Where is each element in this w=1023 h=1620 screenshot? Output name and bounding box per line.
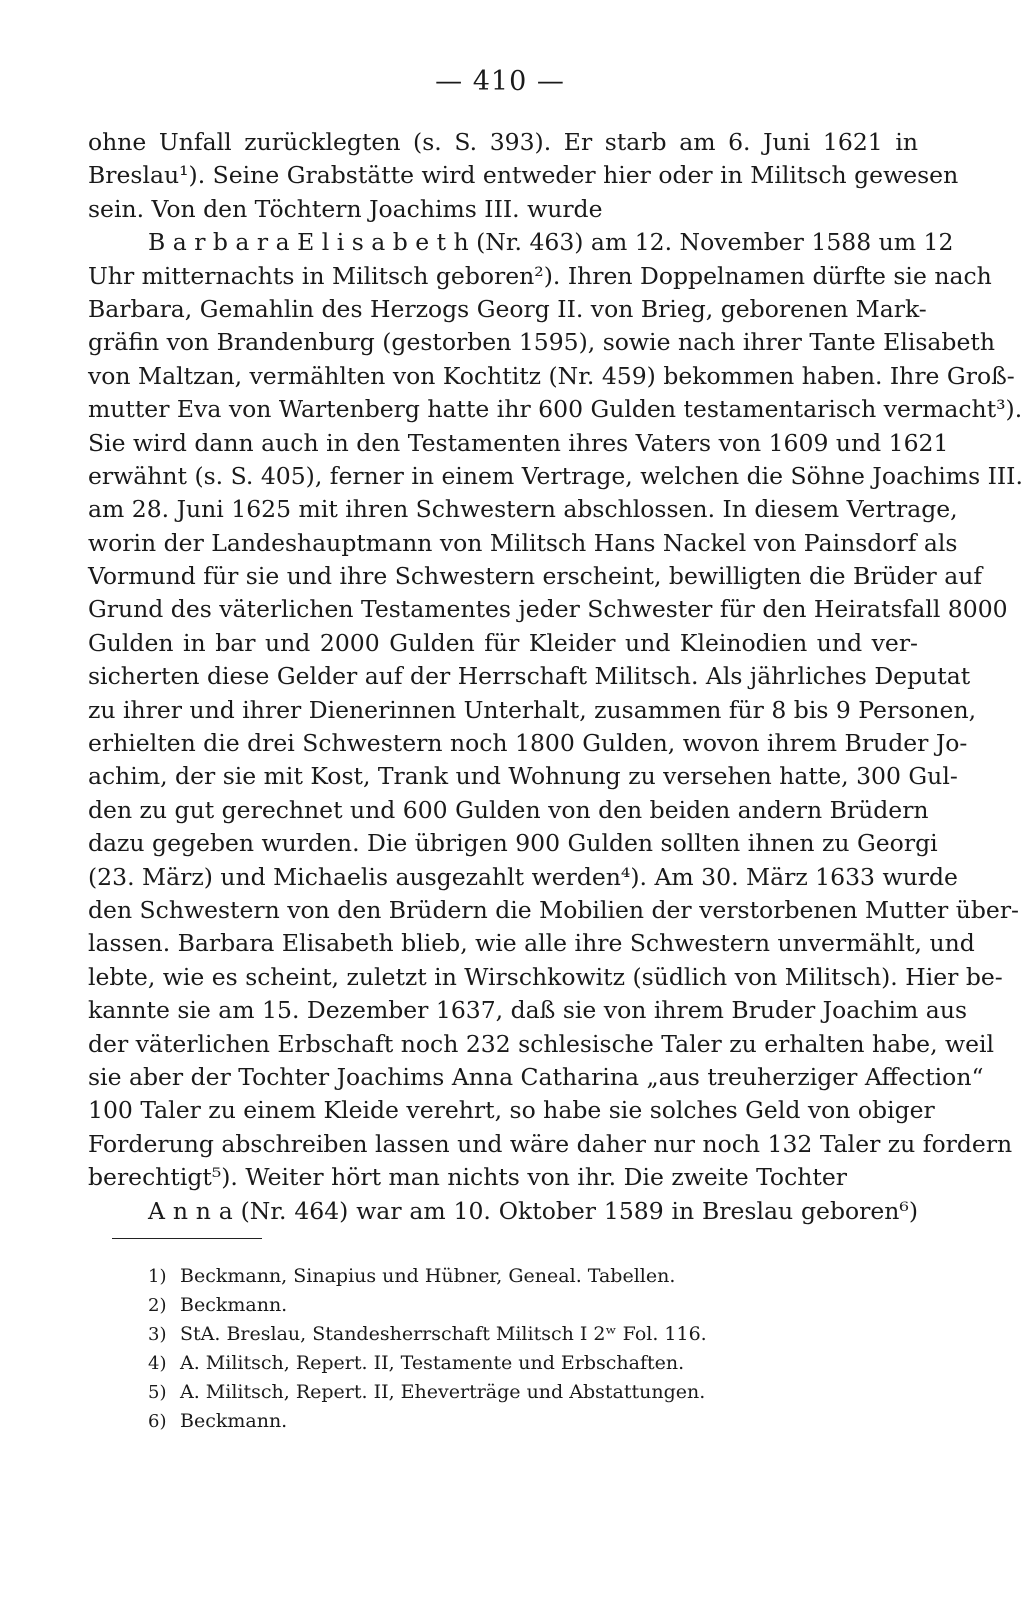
footnote-separator: [112, 1238, 262, 1239]
footnote: [148, 1407, 848, 1436]
footnote: [148, 1291, 848, 1320]
page-number: — 410 —: [435, 66, 565, 97]
text-line: ohne Unfall zurücklegten (s. S. 393). Er starb am 6. Juni 1621 in: [88, 128, 918, 156]
text-line: erwähnt (s. S. 405), ferner in einem Vertrage, welchen die Söhne Joachims III.: [88, 461, 1023, 490]
text-line: Sie wird dann auch in den Testamenten ihres Vaters von 1609 und 1621: [88, 428, 949, 457]
footnote-number: 1): [148, 1266, 167, 1287]
text-line: von Maltzan, vermählten von Kochtitz (Nr. 459) bekommen haben. Ihre Groß-: [88, 361, 1015, 390]
text-line: sicherten diese Gelder auf der Herrschaft Militsch. Als jährliches Deputat: [88, 662, 971, 691]
footnote: [148, 1378, 848, 1407]
text-line: Uhr mitternachts in Militsch geboren²). Ihren Doppelnamen dürfte sie nach: [88, 261, 992, 290]
text-line: sie aber der Tochter Joachims Anna Catharina „aus treuherziger Affection“: [88, 1062, 984, 1091]
footnotes: [148, 1262, 848, 1436]
footnote-text: Beckmann.: [180, 1410, 288, 1432]
text-line: Breslau¹). Seine Grabstätte wird entweder hier oder in Militsch gewesen: [88, 161, 959, 190]
text-line: den zu gut gerechnet und 600 Gulden von den beiden andern Brüdern: [88, 795, 929, 824]
text-line: Forderung abschreiben lassen und wäre daher nur noch 132 Taler zu fordern: [88, 1129, 1013, 1158]
footnote-number: 3): [148, 1324, 167, 1345]
text-line: sein. Von den Töchtern Joachims III. wurde: [88, 194, 603, 223]
footnote-number: 5): [148, 1382, 167, 1403]
footnote-text: StA. Breslau, Standesherrschaft Militsch I 2ʷ Fol. 116.: [180, 1323, 707, 1345]
text-line: lassen. Barbara Elisabeth blieb, wie alle ihre Schwestern unvermählt, und: [88, 929, 975, 958]
text-line: Grund des väterlichen Testamentes jeder Schwester für den Heiratsfall 8000: [88, 595, 1008, 624]
footnote: [148, 1320, 848, 1349]
footnote-number: 2): [148, 1295, 167, 1316]
text-line: A n n a (Nr. 464) war am 10. Oktober 1589 in Breslau geboren⁶): [148, 1196, 918, 1225]
footnote: [148, 1262, 848, 1291]
body-text: [88, 126, 1023, 1228]
text-line: erhielten die drei Schwestern noch 1800 Gulden, wovon ihrem Bruder Jo-: [88, 729, 968, 758]
text-line: gräfin von Brandenburg (gestorben 1595), sowie nach ihrer Tante Elisabeth: [88, 328, 995, 357]
footnote-text: Beckmann, Sinapius und Hübner, Geneal. Tabellen.: [180, 1265, 676, 1287]
text-line: lebte, wie es scheint, zuletzt in Wirschkowitz (südlich von Militsch). Hier be-: [88, 962, 1003, 991]
text-line: dazu gegeben wurden. Die übrigen 900 Gulden sollten ihnen zu Georgi: [88, 829, 938, 858]
text-line: berechtigt⁵). Weiter hört man nichts von ihr. Die zweite Tochter: [88, 1163, 847, 1192]
footnote-text: Beckmann.: [180, 1294, 288, 1316]
text-line: der väterlichen Erbschaft noch 232 schlesische Taler zu erhalten habe, weil: [88, 1029, 995, 1058]
text-line: kannte sie am 15. Dezember 1637, daß sie von ihrem Bruder Joachim aus: [88, 996, 968, 1025]
footnote-text: A. Militsch, Repert. II, Testamente und Erbschaften.: [180, 1352, 685, 1374]
footnote-text: A. Militsch, Repert. II, Eheverträge und Abstattungen.: [180, 1381, 706, 1403]
footnote-number: 6): [148, 1411, 167, 1432]
text-line: Gulden in bar und 2000 Gulden für Kleider und Kleinodien und ver-: [88, 628, 918, 657]
text-line: achim, der sie mit Kost, Trank und Wohnung zu versehen hatte, 300 Gul-: [88, 762, 958, 791]
footnote: [148, 1349, 848, 1378]
text-line: mutter Eva von Wartenberg hatte ihr 600 Gulden testamentarisch vermacht³).: [88, 395, 1023, 424]
footnote-number: 4): [148, 1353, 167, 1374]
text-line: worin der Landeshauptmann von Militsch Hans Nackel von Painsdorf als: [88, 528, 958, 557]
text-line: zu ihrer und ihrer Dienerinnen Unterhalt, zusammen für 8 bis 9 Personen,: [88, 695, 977, 724]
text-line: Vormund für sie und ihre Schwestern erscheint, bewilligten die Brüder auf: [88, 562, 983, 591]
text-line: 100 Taler zu einem Kleide verehrt, so habe sie solches Geld von obiger: [88, 1096, 935, 1125]
text-line: Barbara, Gemahlin des Herzogs Georg II. von Brieg, geborenen Mark-: [88, 294, 927, 323]
text-line: am 28. Juni 1625 mit ihren Schwestern abschlossen. In diesem Vertrage,: [88, 495, 958, 524]
text-line: B a r b a r a E l i s a b e t h (Nr. 463) am 12. November 1588 um 12: [148, 228, 954, 257]
text-line: (23. März) und Michaelis ausgezahlt werden⁴). Am 30. März 1633 wurde: [88, 862, 958, 891]
text-line: den Schwestern von den Brüdern die Mobilien der verstorbenen Mutter über-: [88, 895, 1019, 924]
